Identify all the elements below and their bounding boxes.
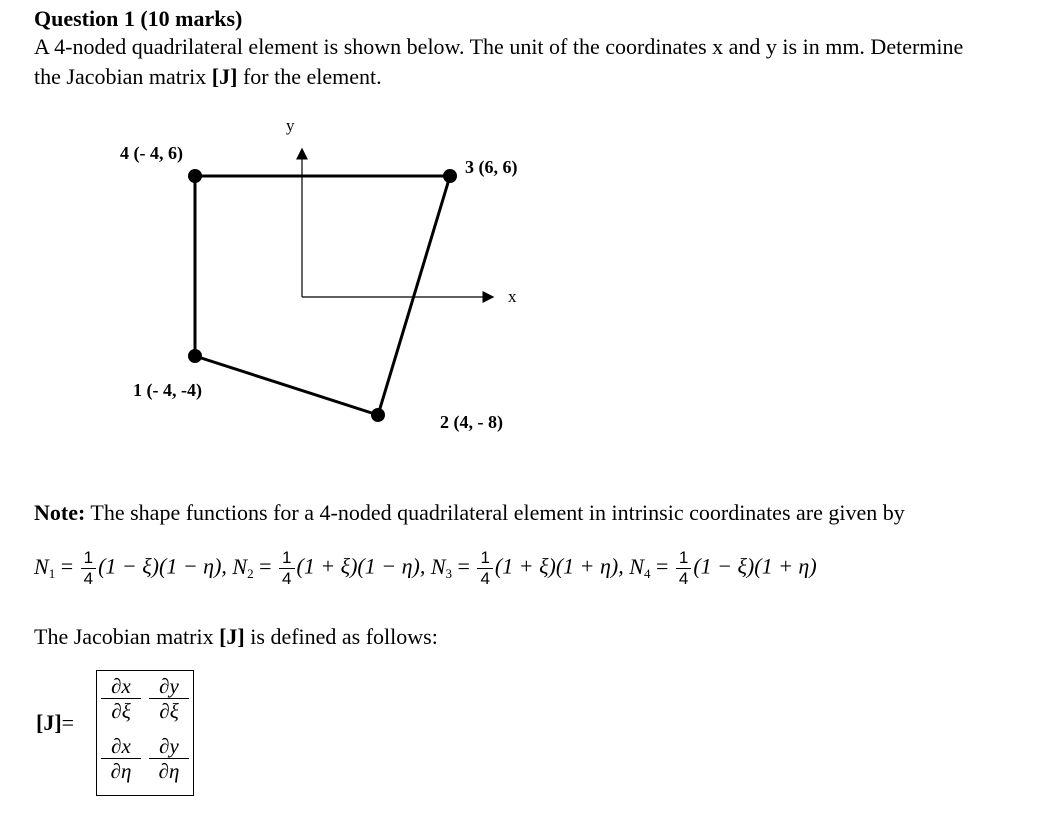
note-paragraph (34, 500, 905, 526)
quadrilateral-element (195, 176, 450, 415)
n2-expression: (1 + ξ)(1 − η), (296, 553, 426, 579)
n1-symbol: $N_1$ (34, 553, 56, 581)
quarter-fraction-1: $\frac{1}{4}$ (81, 548, 96, 589)
matrix-cell-dy-dxi: ∂y ∂ξ (149, 674, 189, 723)
jacobian-definition-text: The Jacobian matrix [J] is defined as follows: (34, 624, 438, 649)
n3-expression: (1 + ξ)(1 + η), (494, 553, 624, 579)
x-axis-label: x (508, 287, 517, 306)
matrix-cell-dx-dxi: ∂x ∂ξ (101, 674, 141, 723)
note-label: Note: (34, 500, 86, 525)
shape-functions-equation: $N_1$ = $\frac{1}{4}$ (1 − ξ)(1 − η), $N_2$ = $\frac{1}{4}$ (1 + ξ)(1 − η), $N_3$ = $\frac{1}{4}$ (1 + ξ)(1 + η), $N_4$ = $\frac{1}{4}$ (1 − ξ)(1 + η) (34, 548, 817, 588)
quarter-fraction-2: $\frac{1}{4}$ (279, 548, 294, 589)
node-1 (188, 349, 202, 363)
y-axis-label: y (286, 116, 295, 135)
question-title: Question 1 (10 marks) (34, 6, 243, 31)
jacobian-symbol: [J] (211, 64, 238, 89)
node-4-label: 4 (- 4, 6) (120, 143, 183, 163)
node-3-label: 3 (6, 6) (465, 157, 518, 177)
note-text: The shape functions for a 4-noded quadrilateral element in intrinsic coordinates are given by (85, 500, 905, 525)
node-4 (188, 169, 202, 183)
question-text-line-2-post: for the element. (237, 64, 382, 89)
matrix-cell-dx-deta: ∂x ∂η (101, 734, 141, 783)
n4-symbol: $N_4$ (629, 553, 651, 581)
jacobian-label: [J]= (36, 710, 75, 735)
matrix-cell-dy-deta: ∂y ∂η (149, 734, 189, 783)
node-2 (371, 408, 385, 422)
node-1-label: 1 (- 4, -4) (133, 380, 202, 400)
node-2-label: 2 (4, - 8) (440, 412, 503, 432)
node-3 (443, 169, 457, 183)
quarter-fraction-3: $\frac{1}{4}$ (477, 548, 492, 589)
n3-symbol: $N_3$ (430, 553, 453, 581)
jacobian-matrix (96, 670, 194, 796)
question-text-line-2-pre: the Jacobian matrix (34, 64, 212, 89)
question-text-line-1: A 4-noded quadrilateral element is shown below. The unit of the coordinates x and y is in mm. Determine (34, 34, 964, 59)
quarter-fraction-4: $\frac{1}{4}$ (676, 548, 691, 589)
n4-expression: (1 − ξ)(1 + η) (693, 553, 817, 579)
n1-expression: (1 − ξ)(1 − η), (98, 553, 227, 579)
n2-symbol: $N_2$ (232, 553, 254, 581)
